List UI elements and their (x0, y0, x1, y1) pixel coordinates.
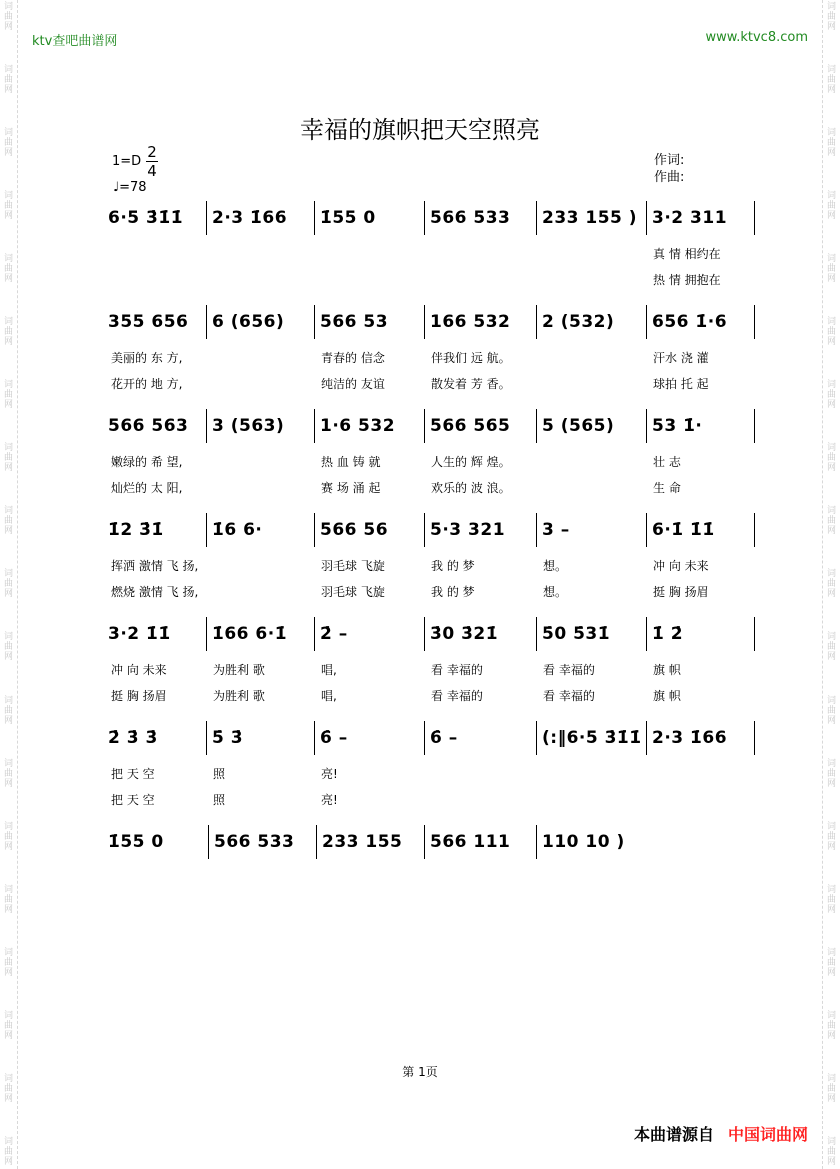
lyric-segment: 嫩绿的 希 望, (111, 454, 183, 469)
lyric-segment: 球拍 托 起 (653, 376, 709, 391)
measure: 566 563 (105, 409, 207, 443)
lyric-segment: 为胜利 歌 (213, 662, 265, 677)
score-system (105, 196, 755, 300)
watermark-stamp: 词曲网 (826, 443, 836, 474)
measure: 1̇ 2̇ (647, 617, 755, 651)
lyric-verse-1 (105, 552, 755, 578)
watermark-stamp: 词曲网 (3, 317, 13, 348)
notation-line (105, 612, 755, 656)
watermark-stamp: 词曲网 (3, 191, 13, 222)
watermark-stamp: 词曲网 (3, 569, 13, 600)
measure: 5̇0 5̇31̇ (537, 617, 647, 651)
measure: 566 565 (425, 409, 537, 443)
right-watermark-strip (822, 0, 840, 1169)
time-denominator: 4 (147, 162, 157, 180)
measure: 3·2 1̇1̇ (105, 617, 207, 651)
notation-line (105, 196, 755, 240)
measure: 1̇55 0 (315, 201, 425, 235)
measure: 6·1̇ 1̇1̇ (647, 513, 755, 547)
measure: 6̇ – (315, 721, 425, 755)
lyric-segment: 壮 志 (653, 454, 681, 469)
notation-line (105, 508, 755, 552)
lyric-segment: 旗 帜 (653, 662, 681, 677)
measure: 233 155 ) (537, 201, 647, 235)
lyric-segment: 想。 (543, 558, 568, 573)
lyric-segment: 为胜利 歌 (213, 688, 265, 703)
lyric-segment: 花开的 地 方, (111, 376, 183, 391)
lyric-verse-1 (105, 344, 755, 370)
time-signature (146, 144, 158, 179)
watermark-stamp: 词曲网 (826, 695, 836, 726)
lyric-segment: 把 天 空 (111, 792, 155, 807)
song-title: 幸福的旗帜把天空照亮 (300, 116, 540, 144)
left-watermark-strip (0, 0, 18, 1169)
lyric-segment: 亮! (321, 792, 338, 807)
lyric-segment: 我 的 梦 (431, 558, 475, 573)
measure: 2 (532) (537, 305, 647, 339)
lyric-segment: 把 天 空 (111, 766, 155, 781)
measure: 6·5 3̇1̇1̇ (105, 201, 207, 235)
lyric-segment: 羽毛球 飞旋 (321, 558, 385, 573)
lyric-verse-2 (105, 578, 755, 604)
key-signature: 1=D (112, 154, 142, 169)
watermark-stamp: 词曲网 (826, 317, 836, 348)
score-system (105, 300, 755, 404)
lyric-verse-2 (105, 682, 755, 708)
watermark-stamp: 词曲网 (826, 380, 836, 411)
measure: 6 (656) (207, 305, 315, 339)
watermark-stamp: 词曲网 (3, 2, 13, 32)
watermark-stamp: 词曲网 (3, 947, 13, 978)
watermark-stamp: 词曲网 (3, 821, 13, 852)
lyric-segment: 唱, (321, 688, 337, 703)
lyric-segment: 燃烧 激情 飞 扬, (111, 584, 199, 599)
measure: 110 10 ) (542, 832, 625, 852)
tempo-marking: ♩=78 (113, 180, 147, 195)
time-numerator: 2 (147, 143, 157, 161)
watermark-stamp: 词曲网 (826, 1010, 836, 1041)
lyric-segment: 冲 向 未来 (111, 662, 167, 677)
watermark-stamp: 词曲网 (826, 128, 836, 159)
lyric-segment: 纯洁的 友谊 (321, 376, 385, 391)
lyric-segment: 照 (213, 792, 226, 807)
lyric-segment: 赛 场 涌 起 (321, 480, 381, 495)
lyric-verse-1 (105, 864, 755, 890)
watermark-stamp: 词曲网 (826, 758, 836, 789)
site-link-left[interactable]: ktv查吧曲谱网 (32, 34, 118, 49)
site-link-right[interactable]: www.ktvc8.com (705, 30, 808, 45)
measure: 1·6 532 (315, 409, 425, 443)
measure: 566 533 (425, 201, 537, 235)
measure: 3·2 311 (647, 201, 755, 235)
lyric-segment: 亮! (321, 766, 338, 781)
watermark-stamp: 词曲网 (826, 506, 836, 537)
measure: 566 56 (315, 513, 425, 547)
score-system (105, 820, 755, 924)
notation-line (105, 820, 755, 864)
watermark-stamp: 词曲网 (3, 632, 13, 663)
measure: 3 (563) (207, 409, 315, 443)
measure: 1̇66 6·1̇ (207, 617, 315, 651)
watermark-stamp: 词曲网 (826, 884, 836, 915)
lyric-segment: 冲 向 未来 (653, 558, 709, 573)
score-system (105, 508, 755, 612)
measure: 566 111 (425, 825, 537, 859)
score-system (105, 716, 755, 820)
watermark-stamp: 词曲网 (3, 1010, 13, 1041)
score-system (105, 404, 755, 508)
lyric-segment: 真 情 相约在 (653, 246, 721, 261)
watermark-stamp: 词曲网 (3, 380, 13, 411)
measure: 1̇6 6· (207, 513, 315, 547)
watermark-stamp: 词曲网 (3, 65, 13, 96)
measure: 53 1̇· (647, 409, 755, 443)
watermark-stamp: 词曲网 (826, 1073, 836, 1104)
lyric-segment: 羽毛球 飞旋 (321, 584, 385, 599)
watermark-stamp: 词曲网 (826, 1136, 836, 1167)
lyric-segment: 我 的 梦 (431, 584, 475, 599)
notation-line (105, 300, 755, 344)
lyric-segment: 伴我们 远 航。 (431, 350, 511, 365)
lyric-verse-2 (105, 266, 755, 292)
measure: 5·3 321 (425, 513, 537, 547)
measure: 233 155 (317, 825, 425, 859)
lyric-segment: 灿烂的 太 阳, (111, 480, 183, 495)
lyric-segment: 挺 胸 扬眉 (653, 584, 709, 599)
watermark-stamp: 词曲网 (826, 65, 836, 96)
lyric-segment: 美丽的 东 方, (111, 350, 183, 365)
measure: 1̇2 3̇1̇ (105, 513, 207, 547)
watermark-stamp: 词曲网 (3, 1073, 13, 1104)
watermark-stamp: 词曲网 (826, 254, 836, 285)
lyric-segment: 想。 (543, 584, 568, 599)
lyric-segment: 看 幸福的 (543, 662, 595, 677)
lyric-verse-2 (105, 786, 755, 812)
score (105, 196, 755, 924)
watermark-stamp: 词曲网 (3, 506, 13, 537)
lyric-verse-2 (105, 370, 755, 396)
lyric-verse-1 (105, 656, 755, 682)
measure: 656 1̇·6 (647, 305, 755, 339)
measure: 3̇0 3̇21̇ (425, 617, 537, 651)
lyric-segment: 人生的 辉 煌。 (431, 454, 511, 469)
watermark-stamp: 词曲网 (826, 2, 836, 32)
watermark-stamp: 词曲网 (826, 947, 836, 978)
measure: 1̇55 0 (105, 825, 209, 859)
measure: 2̇ – (315, 617, 425, 651)
source-label: 本曲谱源自 (633, 1125, 714, 1144)
measure: 6̇ – (425, 721, 537, 755)
source-credit (634, 1122, 808, 1145)
measure: 566 533 (209, 825, 317, 859)
watermark-stamp: 词曲网 (3, 128, 13, 159)
watermark-stamp: 词曲网 (826, 569, 836, 600)
page-number: 第 1页 (402, 1065, 438, 1079)
lyric-segment: 挺 胸 扬眉 (111, 688, 167, 703)
watermark-stamp: 词曲网 (3, 758, 13, 789)
lyric-segment: 挥洒 激情 飞 扬, (111, 558, 199, 573)
lyric-segment: 照 (213, 766, 226, 781)
composer-label: 作曲: (654, 170, 685, 185)
watermark-stamp: 词曲网 (3, 884, 13, 915)
measure: (:‖6·5 3̇1̇1̇ (537, 721, 647, 755)
notation-line (105, 716, 755, 760)
credits (654, 152, 684, 186)
watermark-stamp: 词曲网 (3, 443, 13, 474)
measure: 2·3 1̇66 (647, 721, 755, 755)
watermark-stamp: 词曲网 (826, 632, 836, 663)
watermark-stamp: 词曲网 (826, 191, 836, 222)
lyric-segment: 看 幸福的 (431, 688, 483, 703)
lyric-segment: 热 情 拥抱在 (653, 272, 721, 287)
lyric-verse-1 (105, 448, 755, 474)
notation-line (105, 404, 755, 448)
lyric-segment: 看 幸福的 (543, 688, 595, 703)
watermark-stamp: 词曲网 (826, 821, 836, 852)
measure: 5 (565) (537, 409, 647, 443)
source-site-link[interactable]: 中国词曲网 (727, 1125, 808, 1144)
measure: 166 532 (425, 305, 537, 339)
lyric-segment: 看 幸福的 (431, 662, 483, 677)
lyric-verse-1 (105, 240, 755, 266)
lyric-verse-2 (105, 474, 755, 500)
lyric-segment: 唱, (321, 662, 337, 677)
lyric-verse-2 (105, 890, 755, 916)
watermark-stamp: 词曲网 (3, 695, 13, 726)
lyric-segment: 热 血 铸 就 (321, 454, 381, 469)
measure: 355 656 (105, 305, 207, 339)
score-system (105, 612, 755, 716)
measure: 566 53 (315, 305, 425, 339)
lyric-segment: 旗 帜 (653, 688, 681, 703)
lyricist-label: 作词: (654, 153, 685, 168)
measure: 3 – (537, 513, 647, 547)
watermark-stamp: 词曲网 (3, 1136, 13, 1167)
lyric-segment: 汗水 浇 灌 (653, 350, 709, 365)
lyric-segment: 生 命 (653, 480, 681, 495)
watermark-stamp: 词曲网 (3, 254, 13, 285)
lyric-verse-1 (105, 760, 755, 786)
lyric-segment: 青春的 信念 (321, 350, 385, 365)
measure: 5̇ 3̇ (207, 721, 315, 755)
measure: 2̇ 3̇ 3̇ (105, 721, 207, 755)
lyric-segment: 散发着 芳 香。 (431, 376, 511, 391)
lyric-segment: 欢乐的 波 浪。 (431, 480, 511, 495)
measure: 2·3 1̇66 (207, 201, 315, 235)
